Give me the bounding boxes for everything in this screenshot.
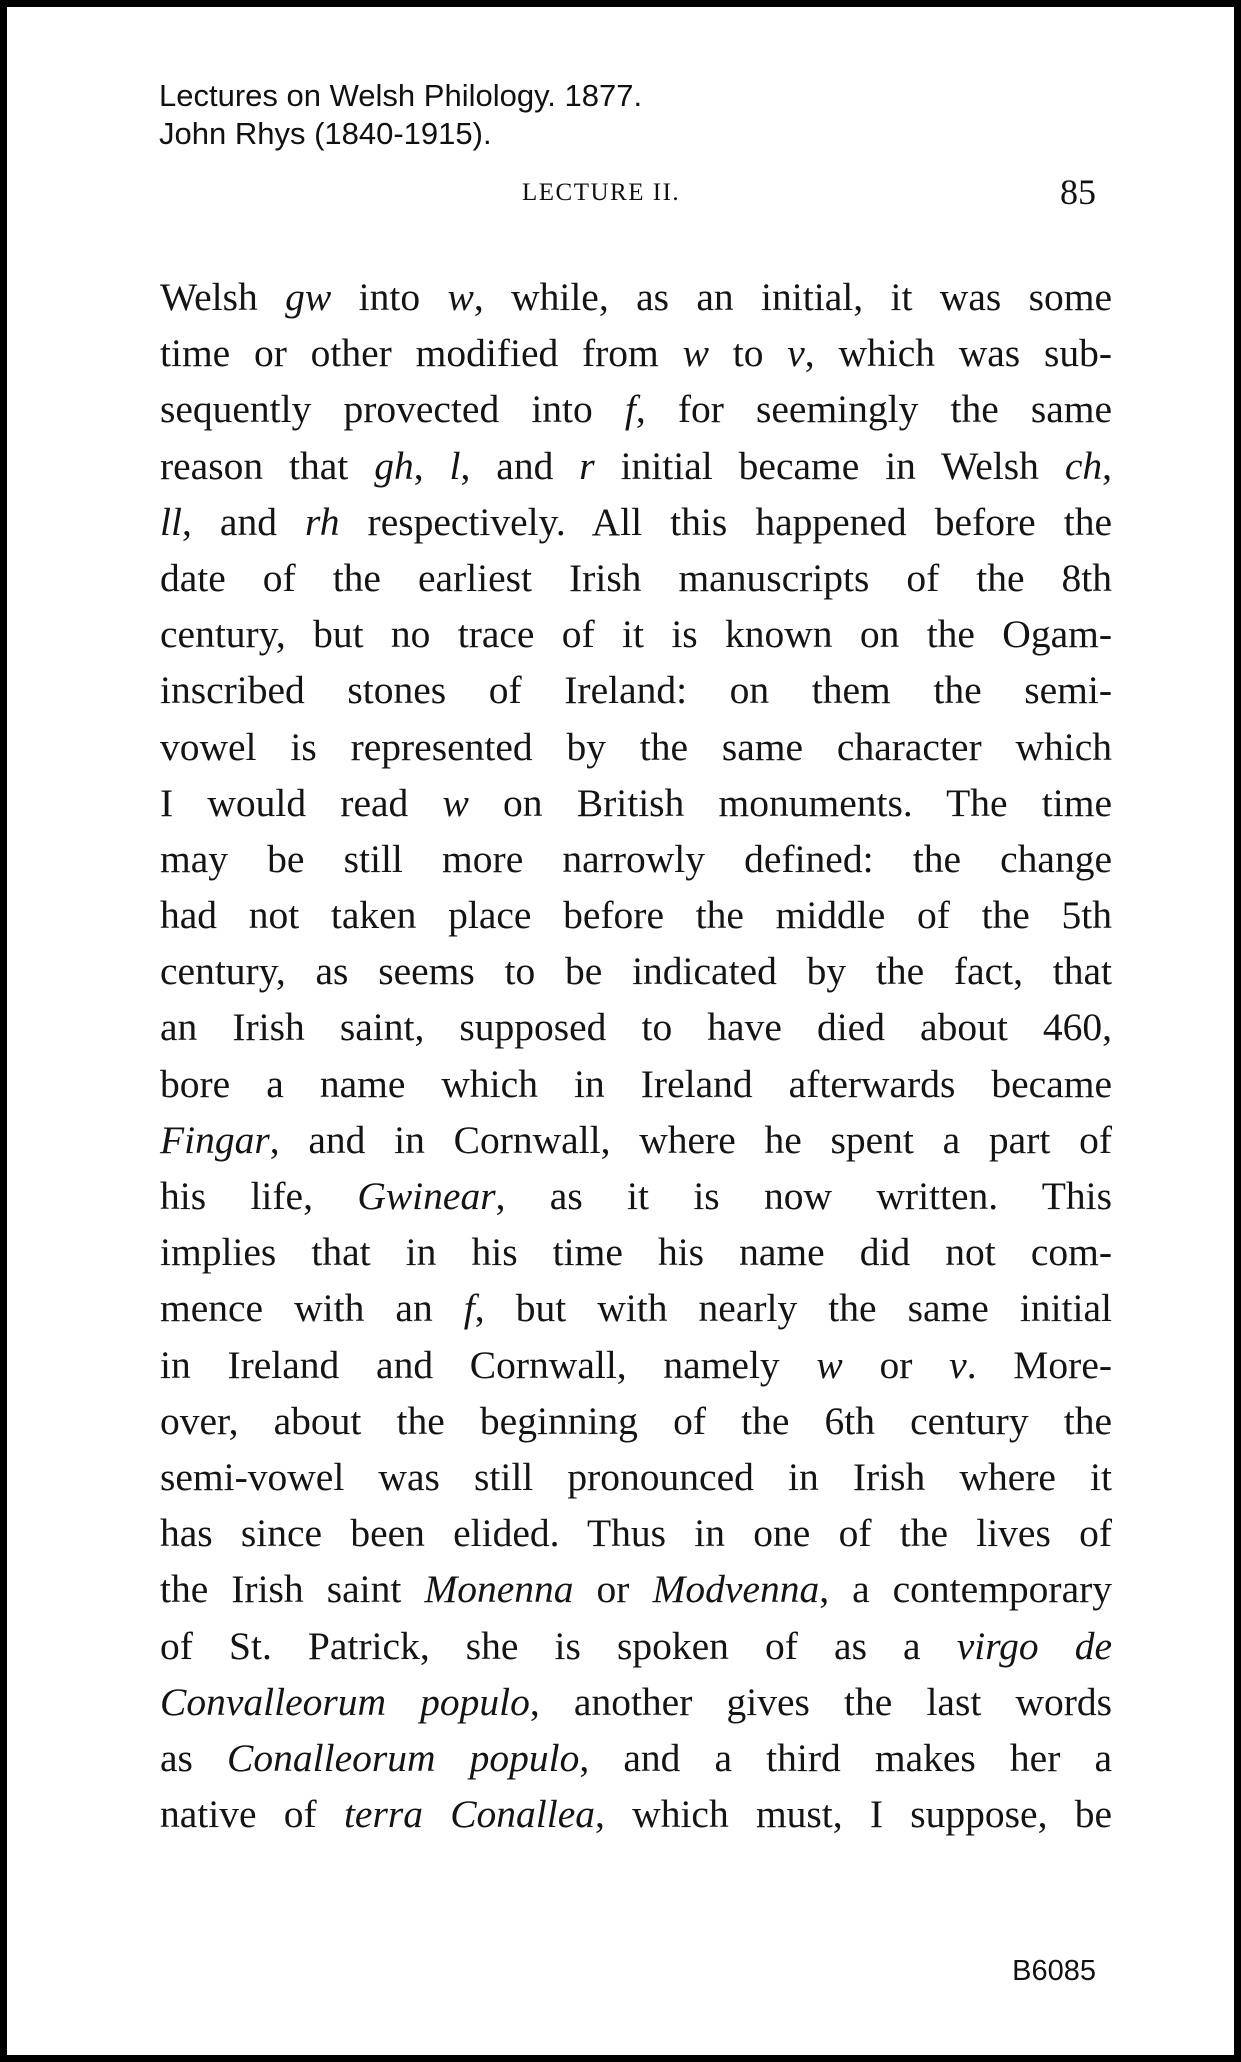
- italic-term: Conalleorum populo: [227, 1735, 580, 1780]
- text-line: [160, 1280, 1112, 1336]
- italic-term: Fingar: [160, 1117, 270, 1162]
- text-segment: , and a third makes her a: [579, 1735, 1113, 1780]
- text-line: [160, 831, 1112, 887]
- italic-term: w: [816, 1342, 843, 1387]
- text-line: [160, 1112, 1112, 1168]
- text-segment: , for seemingly the same: [635, 387, 1112, 432]
- page-number: 85: [1060, 172, 1096, 212]
- text-line: [160, 1393, 1112, 1449]
- text-line: [160, 719, 1112, 775]
- text-segment: in Ireland and Cornwall, namely: [160, 1342, 817, 1387]
- source-note: [159, 77, 642, 153]
- text-line: [160, 1674, 1112, 1730]
- text-line: [160, 1786, 1112, 1842]
- text-segment: sequently provected into: [160, 387, 625, 432]
- text-segment: time or other modified from: [160, 331, 683, 376]
- italic-term: f: [463, 1286, 475, 1331]
- text-segment: on British monuments. The time: [468, 780, 1112, 825]
- text-segment: his life,: [160, 1174, 358, 1218]
- text-segment: century, as seems to be indicated by the fact, that: [160, 949, 1112, 994]
- text-segment: the Irish saint: [160, 1567, 425, 1612]
- text-line: [160, 1168, 1112, 1224]
- italic-term: rh: [305, 499, 340, 544]
- text-segment: I would read: [160, 780, 443, 825]
- italic-term: Monenna: [424, 1567, 574, 1612]
- italic-term: w: [447, 275, 474, 319]
- text-segment: of St. Patrick, she is spoken of as a: [160, 1623, 957, 1668]
- text-segment: , a contemporary: [819, 1567, 1113, 1612]
- text-line: [160, 269, 1112, 325]
- text-line: [160, 943, 1112, 999]
- italic-term: v: [787, 331, 805, 376]
- text-segment: had not taken place before the middle of the 5th: [160, 893, 1112, 938]
- italic-term: Modvenna: [652, 1567, 820, 1612]
- text-line: [160, 606, 1112, 662]
- text-line: [160, 494, 1112, 550]
- text-segment: may be still more narrowly defined: the change: [160, 836, 1112, 881]
- text-segment: ,: [1102, 443, 1112, 488]
- text-segment: , as it is now written. This: [495, 1174, 1113, 1218]
- text-line: [160, 662, 1112, 718]
- text-line: [160, 1337, 1112, 1393]
- text-segment: respectively. All this happened before the: [339, 499, 1112, 544]
- italic-term: Convalleorum populo: [160, 1679, 530, 1724]
- italic-term: f: [624, 387, 636, 432]
- text-segment: date of the earliest Irish manuscripts of the 8th: [160, 555, 1112, 600]
- text-line: [160, 438, 1112, 494]
- text-segment: century, but no trace of it is known on the Ogam-: [160, 612, 1112, 657]
- text-segment: , and: [181, 499, 306, 544]
- text-line: [160, 550, 1112, 606]
- italic-term: r: [579, 443, 595, 488]
- text-segment: implies that in his time his name did not com-: [160, 1230, 1112, 1275]
- text-segment: Welsh: [160, 275, 286, 319]
- text-line: [160, 325, 1112, 381]
- italic-term: l: [449, 443, 461, 488]
- text-segment: , but with nearly the same initial: [474, 1286, 1112, 1331]
- text-line: [160, 1505, 1112, 1561]
- text-segment: inscribed stones of Ireland: on them the semi-: [160, 668, 1112, 713]
- italic-term: ll: [160, 499, 182, 544]
- text-line: [160, 381, 1112, 437]
- text-segment: , and in Cornwall, where he spent a part of: [269, 1117, 1112, 1162]
- text-segment: , and: [460, 443, 580, 488]
- text-line: [160, 1056, 1112, 1112]
- text-segment: ,: [413, 443, 450, 488]
- italic-term: virgo de: [956, 1623, 1112, 1668]
- text-segment: semi-vowel was still pronounced in Irish where it: [160, 1454, 1112, 1499]
- text-segment: reason that: [160, 443, 375, 488]
- text-segment: mence with an: [160, 1286, 464, 1331]
- text-segment: initial became in Welsh: [594, 443, 1065, 488]
- text-segment: or: [842, 1342, 950, 1387]
- italic-term: ch: [1064, 443, 1103, 488]
- italic-term: Gwinear: [357, 1174, 496, 1218]
- text-line: [160, 999, 1112, 1055]
- italic-term: gw: [285, 275, 332, 319]
- text-line: [160, 1449, 1112, 1505]
- text-line: [160, 775, 1112, 831]
- italic-term: v: [949, 1342, 967, 1387]
- source-author: John Rhys (1840-1915).: [159, 116, 492, 151]
- text-segment: to: [708, 331, 788, 376]
- text-segment: over, about the beginning of the 6th century the: [160, 1398, 1112, 1443]
- italic-term: terra Conallea: [343, 1792, 596, 1837]
- body-text: [160, 269, 1112, 1842]
- text-line: [160, 887, 1112, 943]
- text-segment: , another gives the last words: [529, 1679, 1113, 1724]
- italic-term: w: [682, 331, 709, 376]
- source-title: Lectures on Welsh Philology. 1877.: [159, 78, 643, 113]
- text-segment: , which was sub-: [804, 331, 1112, 376]
- text-line: [160, 1730, 1112, 1786]
- text-line: [160, 1224, 1112, 1280]
- text-segment: into: [331, 275, 448, 319]
- catalog-stamp: B6085: [1012, 1955, 1096, 1987]
- running-head: LECTURE II.: [522, 179, 681, 206]
- text-segment: , while, as an initial, it was some: [473, 275, 1112, 319]
- text-segment: . More-: [966, 1342, 1113, 1387]
- text-segment: , which must, I suppose, be: [595, 1792, 1112, 1837]
- text-line: [160, 1618, 1112, 1674]
- text-segment: as: [160, 1735, 228, 1780]
- text-segment: or: [573, 1567, 653, 1612]
- text-segment: bore a name which in Ireland afterwards became: [160, 1061, 1112, 1106]
- text-segment: an Irish saint, supposed to have died about 460,: [160, 1005, 1112, 1050]
- italic-term: gh: [374, 443, 414, 488]
- italic-term: w: [442, 780, 469, 825]
- text-segment: vowel is represented by the same character which: [160, 724, 1112, 769]
- text-segment: native of: [160, 1792, 344, 1837]
- text-line: [160, 1561, 1112, 1617]
- text-segment: has since been elided. Thus in one of the lives of: [160, 1511, 1112, 1556]
